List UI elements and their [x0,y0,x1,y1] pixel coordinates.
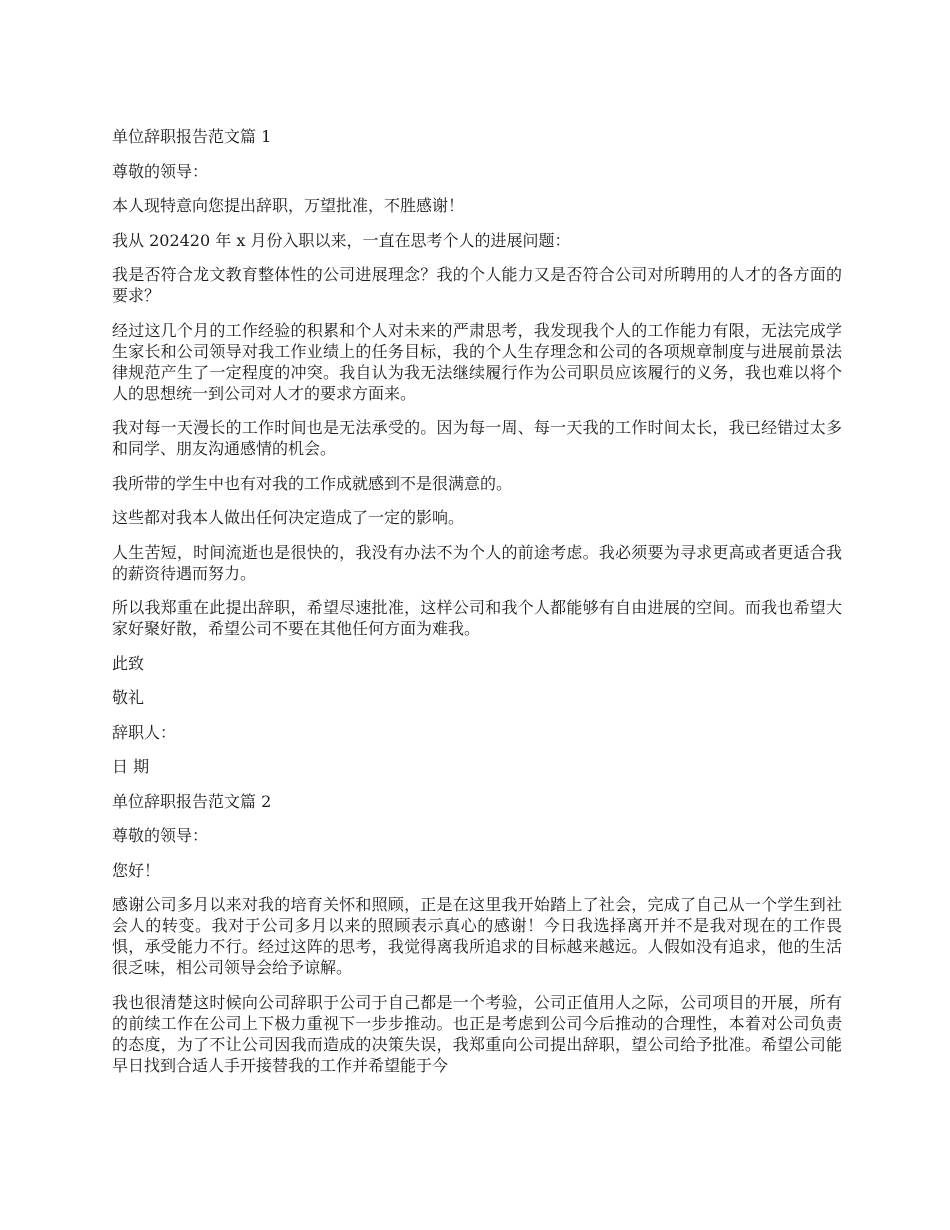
closing-line: 此致 [112,653,145,673]
greeting: 您好！ [112,860,161,880]
paragraph: 本人现特意向您提出辞职，万望批准，不胜感谢！ [112,196,465,215]
paragraph: 我所带的学生中也有对我的工作成就感到不是很满意的。 [112,473,513,493]
paragraph: 所以我郑重在此提出辞职，希望尽速批准，这样公司和我个人都能够有自由进展的空间。而我也希望大家好聚好散，希望公司不要在其他任何方面为难我。 [112,598,842,638]
section-heading-1: 单位辞职报告范文篇 1 [112,127,272,146]
signature-line: 辞职人： [112,722,177,742]
paragraph: 我对每一天漫长的工作时间也是无法承受的。因为每一周、每一天我的工作时间太长，我已经错过太多和同学、朋友沟通感情的机会。 [112,418,842,458]
paragraph: 我从 202420 年 x 月份入职以来，一直在思考个人的进展问题： [112,230,571,250]
paragraph: 经过这几个月的工作经验的积累和个人对未来的严肃思考，我发现我个人的工作能力有限，无法完成学生家长和公司领导对我工作业绩上的任务目标，我的个人生存理念和公司的各项规章制度与进展前景法律规范产生了一定程度的冲突。我自认为我无法继续履行作为公司职员应该履行的义务，我也难以将个人的思想统一到公司对人才的要求方面来。 [112,320,842,403]
salutation: 尊敬的领导： [112,161,209,181]
date-line: 日 期 [112,757,150,776]
salutation: 尊敬的领导： [112,826,209,845]
section-heading-2: 单位辞职报告范文篇 2 [112,791,272,811]
closing-line: 敬礼 [112,688,145,707]
document-body [112,126,842,1089]
paragraph: 我也很清楚这时候向公司辞职于公司于自己都是一个考验，公司正值用人之际，公司项目的开展，所有的前续工作在公司上下极力重视下一步步推动。也正是考虑到公司今后推动的合理性，本着对公司负责的态度，为了不让公司因我而造成的决策失误，我郑重向公司提出辞职，望公司给予批准。希望公司能早日找到合适人手开接替我的工作并希望能于今 [112,992,842,1075]
paragraph: 人生苦短，时间流逝也是很快的，我没有办法不为个人的前途考虑。我必须要为寻求更高或者更适合我的薪资待遇而努力。 [112,542,842,583]
paragraph: 感谢公司多月以来对我的培育关怀和照顾，正是在这里我开始踏上了社会，完成了自己从一个学生到社会人的转变。我对于公司多月以来的照顾表示真心的感谢！今日我选择离开并不是我对现在的工作畏惧，承受能力不行。经过这阵的思考，我觉得离我所追求的目标越来越远。人假如没有追求，他的生活很乏味，相公司领导会给予谅解。 [112,895,842,977]
paragraph: 我是否符合龙文教育整体性的公司进展理念？我的个人能力又是否符合公司对所聘用的人才的各方面的要求？ [112,265,842,305]
paragraph: 这些都对我本人做出任何决定造成了一定的影响。 [112,508,465,527]
